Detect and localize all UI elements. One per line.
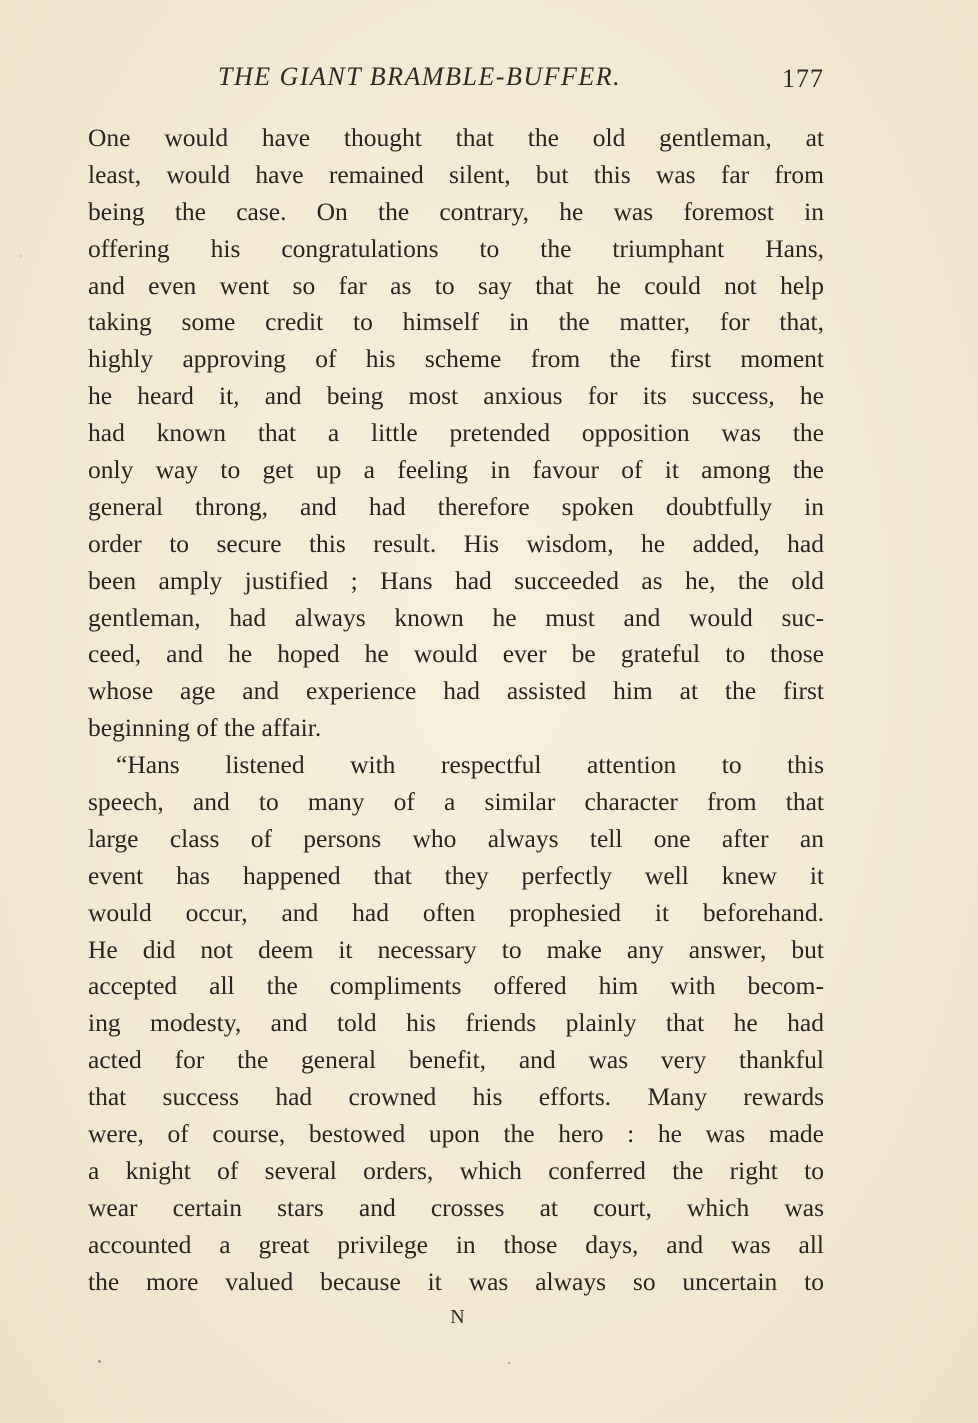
text-line: whose age and experience had assisted him at the first [88,676,824,706]
text-line: a knight of several orders, which conferred the right to [88,1155,824,1185]
signature-mark: N [450,1306,466,1328]
text-line: He did not deem it necessary to make any answer, but [88,934,824,964]
text-line: speech, and to many of a similar character from that [88,787,824,817]
text-line: least, would have remained silent, but this was far from [88,159,824,189]
text-line: only way to get up a feeling in favour of it among the [88,455,824,485]
text-line: One would have thought that the old gentleman, at [88,123,824,152]
text-line: the more valued because it was always so uncertain to [88,1266,824,1296]
body-text [88,120,824,1301]
text-line: been amply justified ; Hans had succeeded as he, the old [88,565,824,595]
text-line: wear certain stars and crosses at court, which was [88,1192,824,1222]
text-line: he heard it, and being most anxious for its success, he [88,381,824,411]
running-head-title: THE GIANT BRAMBLE-BUFFER. [218,62,622,91]
paper-speck [98,1360,101,1363]
text-line: taking some credit to himself in the matter, for that, [88,307,824,337]
text-line: ing modesty, and told his friends plainly that he had [88,1008,824,1038]
text-line: were, of course, bestowed upon the hero : he was made [88,1119,824,1149]
text-line: order to secure this result. His wisdom, he added, had [88,528,824,558]
text-line: “Hans listened with respectful attention to this [116,750,824,780]
text-line: and even went so far as to say that he could not help [88,270,824,300]
text-line: being the case. On the contrary, he was foremost in [88,196,824,226]
text-line: acted for the general benefit, and was very thankful [88,1045,824,1075]
text-line: gentleman, had always known he must and would suc- [88,602,824,632]
page-number: 177 [782,64,824,93]
text-line: beginning of the affair. [88,713,322,743]
text-line: that success had crowned his efforts. Many rewards [88,1082,824,1112]
text-line: accepted all the compliments offered him with becom- [88,971,824,1001]
text-line: large class of persons who always tell one after an [88,823,824,853]
text-line: offering his congratulations to the triumphant Hans, [88,233,824,263]
text-line: highly approving of his scheme from the first moment [88,344,824,374]
text-line: would occur, and had often prophesied it beforehand. [88,897,824,927]
text-line: accounted a great privilege in those days, and was all [88,1229,824,1259]
text-line: ceed, and he hoped he would ever be grateful to those [88,639,824,669]
text-line: event has happened that they perfectly well knew it [88,860,824,890]
text-line: general throng, and had therefore spoken doubtfully in [88,491,824,521]
text-line: had known that a little pretended opposition was the [88,418,824,448]
paper-speck [20,255,22,257]
running-head [88,62,824,96]
paper-speck [508,1362,510,1364]
